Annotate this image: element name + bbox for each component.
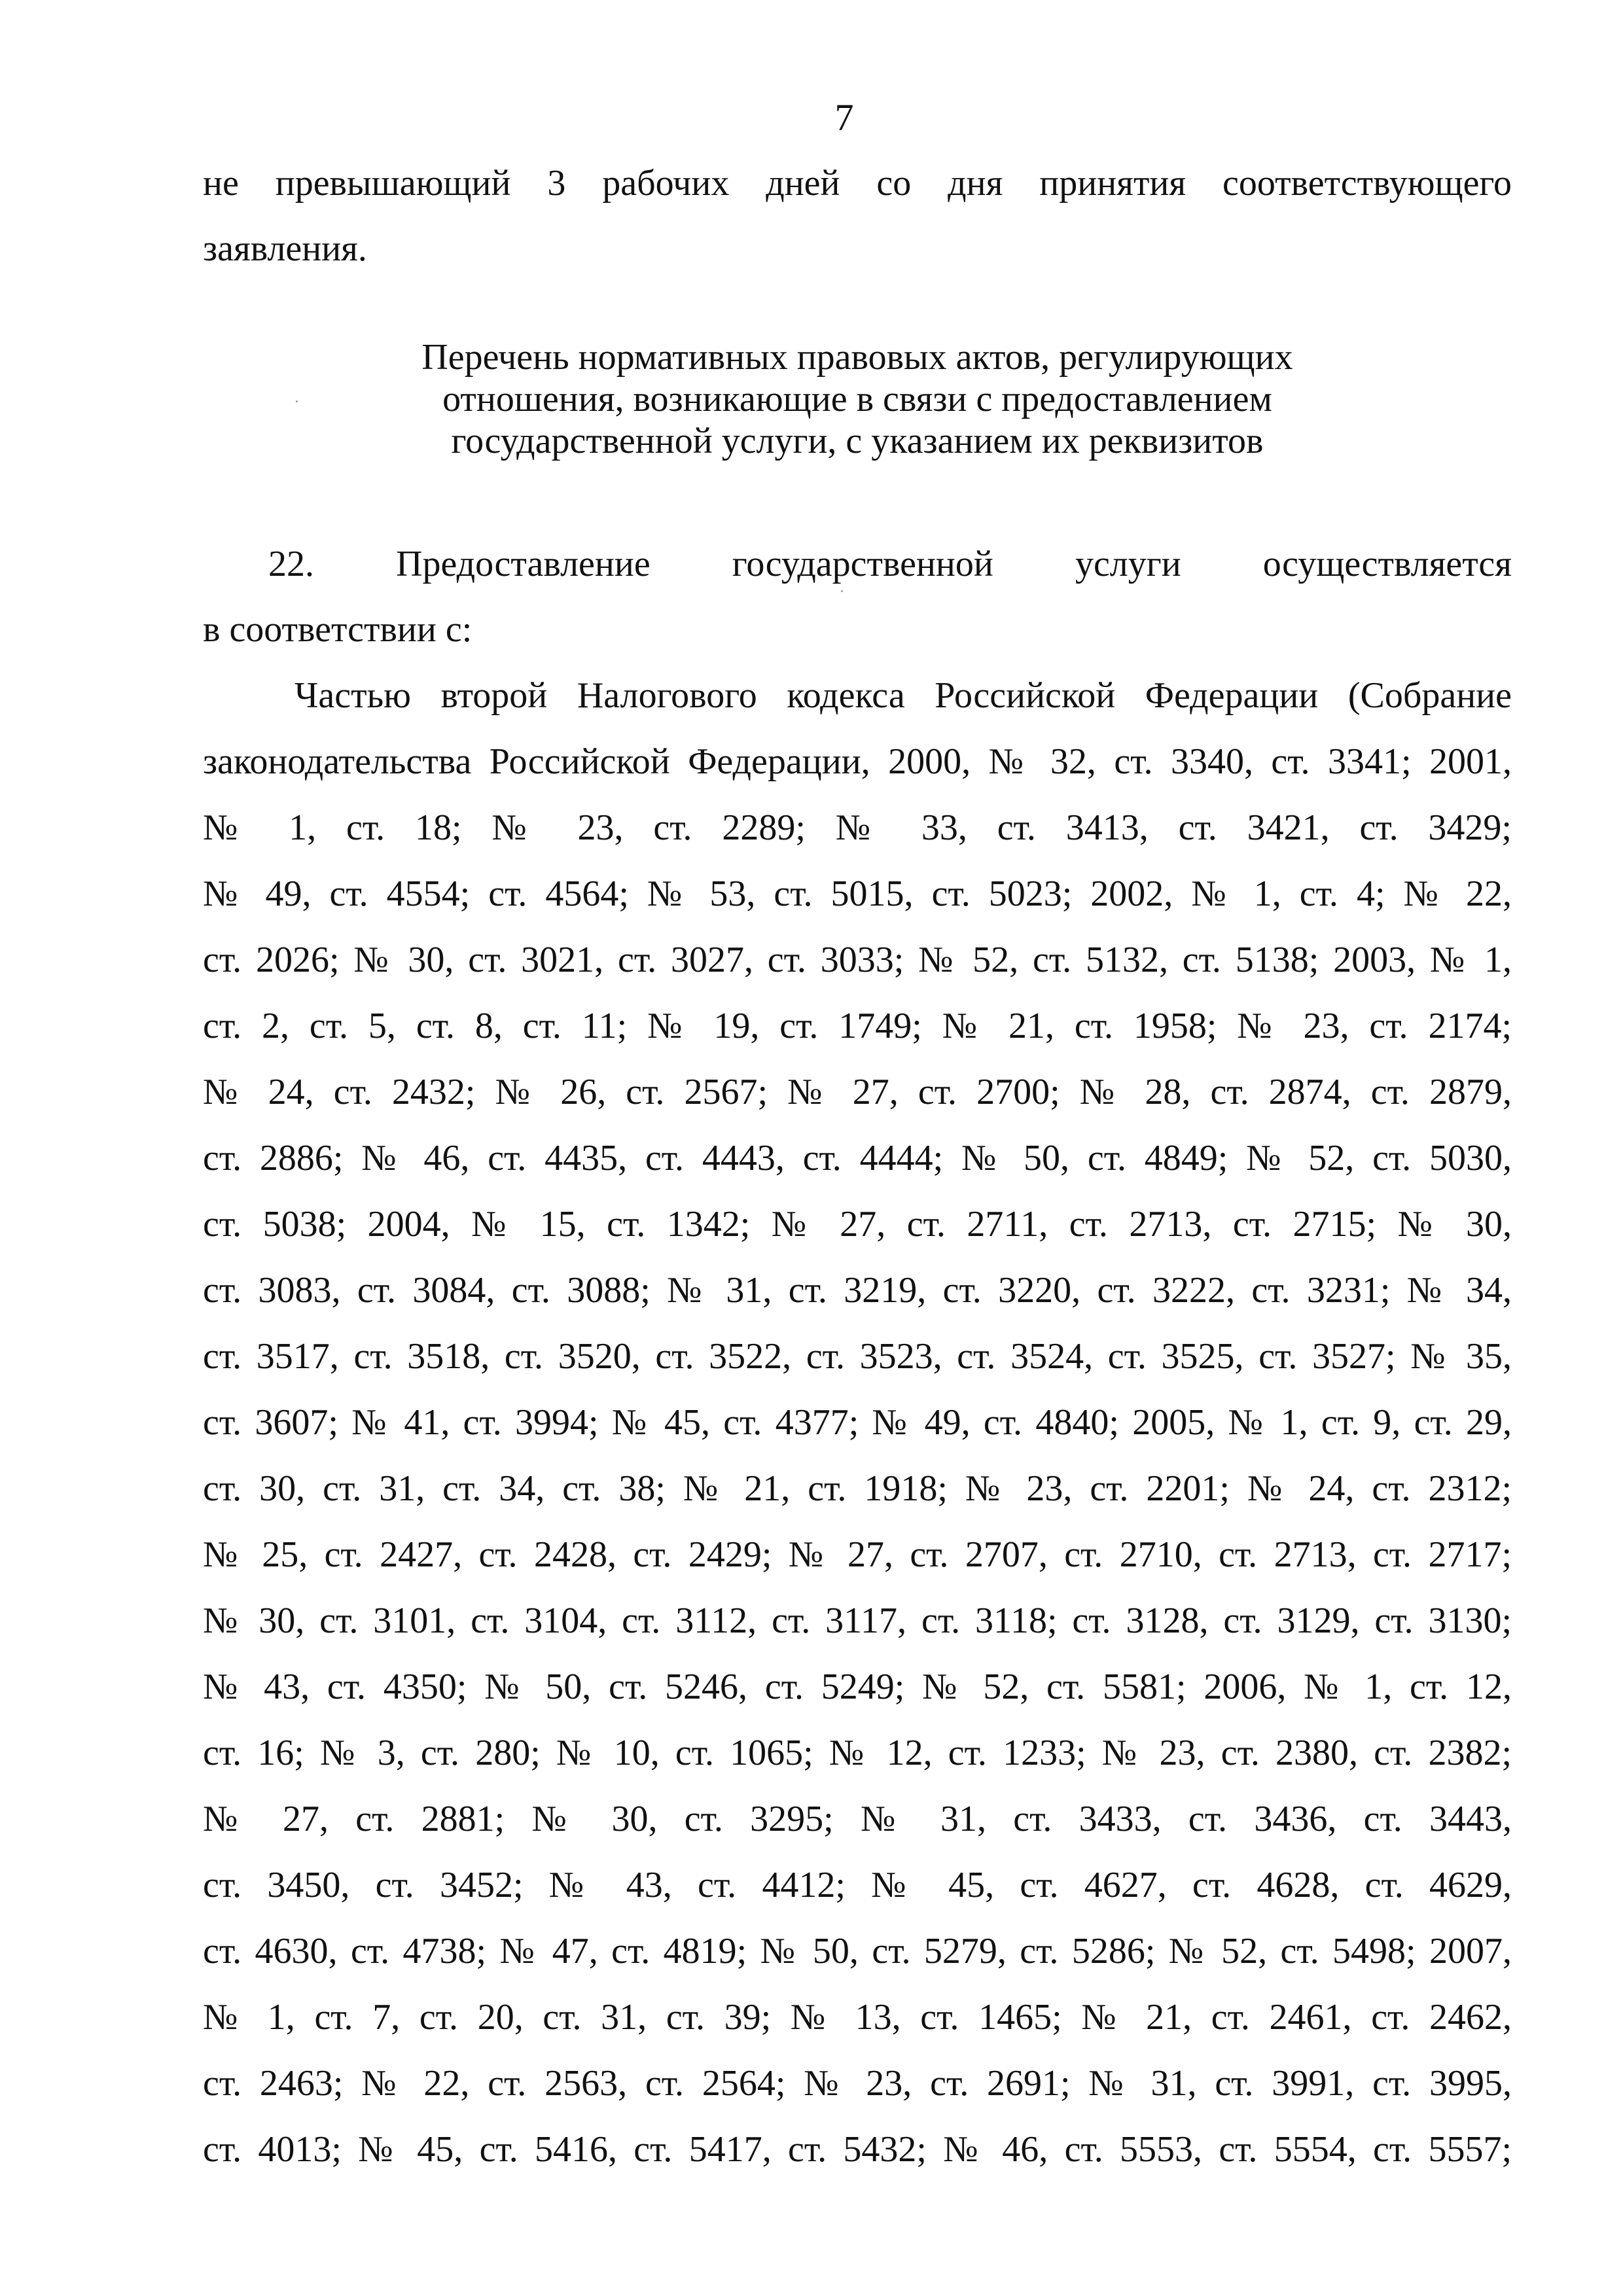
tax-code-line-5: ст. 2026; № 30, ст. 3021, ст. 3027, ст. 3033; № 52, ст. 5132, ст. 5138; 2003, № 1,	[203, 940, 1512, 980]
scan-speck	[841, 590, 843, 592]
tax-code-line-7: № 24, ст. 2432; № 26, ст. 2567; № 27, ст. 2700; № 28, ст. 2874, ст. 2879,	[203, 1072, 1512, 1112]
clause-22-line-1: 22. Предоставление государственной услуги осуществляется	[268, 544, 1512, 584]
tax-code-line-18: № 27, ст. 2881; № 30, ст. 3295; № 31, ст. 3433, ст. 3436, ст. 3443,	[203, 1799, 1512, 1839]
tax-code-line-12: ст. 3607; № 41, ст. 3994; № 45, ст. 4377; № 49, ст. 4840; 2005, № 1, ст. 9, ст. 29,	[203, 1402, 1512, 1443]
tax-code-line-20: ст. 4630, ст. 4738; № 47, ст. 4819; № 50, ст. 5279, ст. 5286; № 52, ст. 5498; 2007,	[203, 1931, 1512, 1971]
tax-code-line-13: ст. 30, ст. 31, ст. 34, ст. 38; № 21, ст. 1918; № 23, ст. 2201; № 24, ст. 2312;	[203, 1468, 1512, 1509]
tax-code-line-6: ст. 2, ст. 5, ст. 8, ст. 11; № 19, ст. 1749; № 21, ст. 1958; № 23, ст. 2174;	[203, 1006, 1512, 1046]
tax-code-line-10: ст. 3083, ст. 3084, ст. 3088; № 31, ст. 3219, ст. 3220, ст. 3222, ст. 3231; № 34,	[203, 1270, 1512, 1311]
tax-code-line-11: ст. 3517, ст. 3518, ст. 3520, ст. 3522, ст. 3523, ст. 3524, ст. 3525, ст. 3527; № 35,	[203, 1336, 1512, 1377]
continuation-line-2: заявления.	[203, 228, 367, 269]
clause-22-line-2: в соответствии с:	[203, 609, 473, 650]
page-number: 7	[834, 96, 854, 139]
tax-code-line-16: № 43, ст. 4350; № 50, ст. 5246, ст. 5249; № 52, ст. 5581; 2006, № 1, ст. 12,	[203, 1667, 1512, 1707]
section-heading-line-3: государственной услуги, с указанием их реквизитов	[451, 421, 1264, 461]
section-heading-line-2: отношения, возникающие в связи с предоставлением	[442, 379, 1272, 419]
tax-code-line-19: ст. 3450, ст. 3452; № 43, ст. 4412; № 45, ст. 4627, ст. 4628, ст. 4629,	[203, 1865, 1512, 1905]
tax-code-line-22: ст. 2463; № 22, ст. 2563, ст. 2564; № 23, ст. 2691; № 31, ст. 3991, ст. 3995,	[203, 2063, 1512, 2104]
tax-code-line-23: ст. 4013; № 45, ст. 5416, ст. 5417, ст. 5432; № 46, ст. 5553, ст. 5554, ст. 5557;	[203, 2129, 1512, 2170]
continuation-line-1: не превышающий 3 рабочих дней со дня принятия соответствующего	[203, 163, 1512, 203]
tax-code-line-17: ст. 16; № 3, ст. 280; № 10, ст. 1065; № 12, ст. 1233; № 23, ст. 2380, ст. 2382;	[203, 1733, 1512, 1773]
tax-code-line-8: ст. 2886; № 46, ст. 4435, ст. 4443, ст. 4444; № 50, ст. 4849; № 52, ст. 5030,	[203, 1138, 1512, 1178]
section-heading-line-1: Перечень нормативных правовых актов, регулирующих	[421, 337, 1293, 378]
tax-code-line-14: № 25, ст. 2427, ст. 2428, ст. 2429; № 27, ст. 2707, ст. 2710, ст. 2713, ст. 2717;	[203, 1534, 1512, 1575]
tax-code-line-15: № 30, ст. 3101, ст. 3104, ст. 3112, ст. 3117, ст. 3118; ст. 3128, ст. 3129, ст. 3130;	[203, 1600, 1512, 1641]
tax-code-line-4: № 49, ст. 4554; ст. 4564; № 53, ст. 5015, ст. 5023; 2002, № 1, ст. 4; № 22,	[203, 874, 1512, 914]
tax-code-line-2: законодательства Российской Федерации, 2000, № 32, ст. 3340, ст. 3341; 2001,	[203, 741, 1512, 782]
tax-code-line-21: № 1, ст. 7, ст. 20, ст. 31, ст. 39; № 13, ст. 1465; № 21, ст. 2461, ст. 2462,	[203, 1997, 1512, 2038]
tax-code-line-1: Частью второй Налогового кодекса Российской Федерации (Собрание	[294, 675, 1512, 716]
tax-code-line-9: ст. 5038; 2004, № 15, ст. 1342; № 27, ст. 2711, ст. 2713, ст. 2715; № 30,	[203, 1204, 1512, 1245]
scan-speck	[296, 400, 298, 402]
tax-code-line-3: № 1, ст. 18; № 23, ст. 2289; № 33, ст. 3413, ст. 3421, ст. 3429;	[203, 807, 1512, 848]
